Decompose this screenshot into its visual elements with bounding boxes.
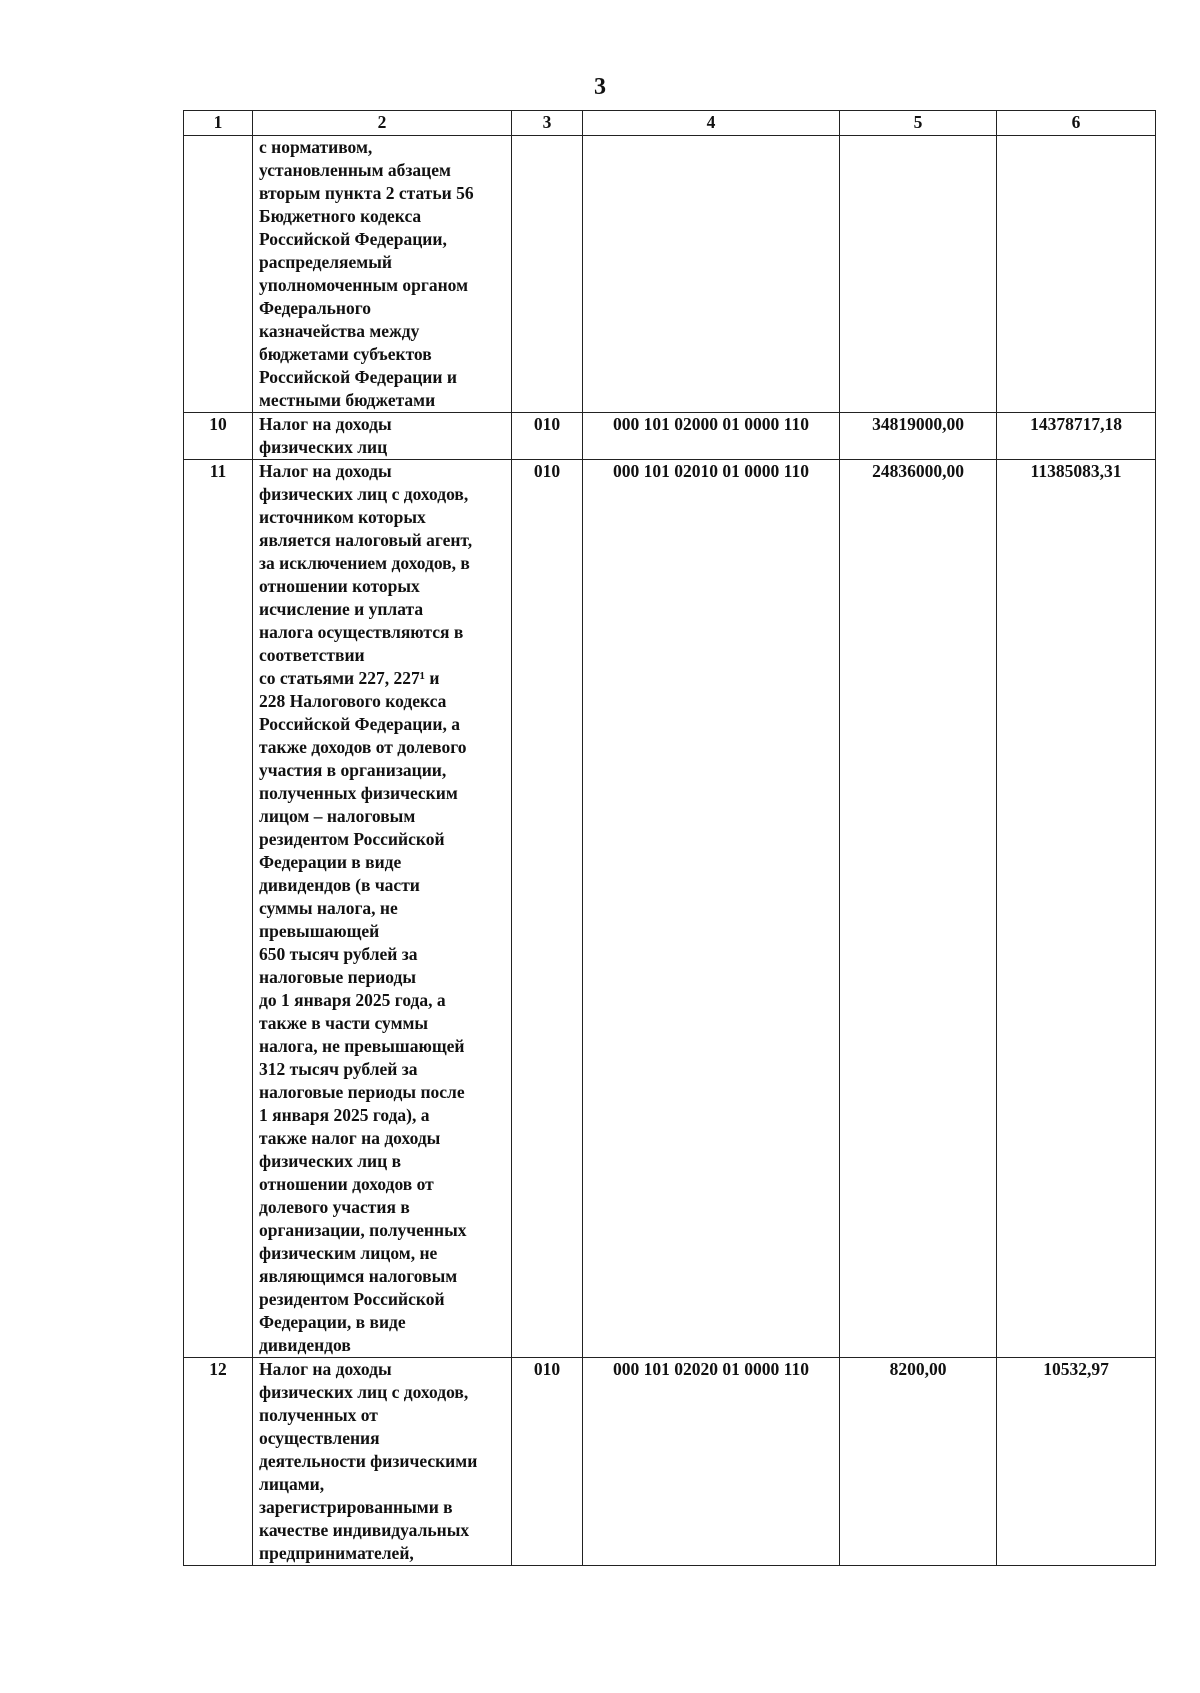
row-kbk-cell: [583, 136, 840, 413]
column-header-5: 5: [840, 111, 997, 136]
row-name-line: Российской Федерации,: [259, 229, 447, 249]
row-name-line: Российской Федерации и: [259, 367, 457, 387]
row-name-line: 1 января 2025 года), а: [259, 1105, 430, 1125]
row-code-cell: 010: [512, 1358, 583, 1566]
row-name-line: предпринимателей,: [259, 1543, 414, 1563]
row-number-cell: [184, 136, 253, 413]
row-name-line: Федерального: [259, 298, 371, 318]
column-header-3: 3: [512, 111, 583, 136]
row-name-line: отношении доходов от: [259, 1174, 434, 1194]
table-row: [184, 136, 1156, 413]
page-number: 3: [594, 74, 606, 100]
row-name-line: дивидендов: [259, 1335, 351, 1355]
column-number-row: [184, 111, 1156, 136]
row-name-line: Федерации в виде: [259, 852, 402, 872]
row-name-line: со статьями 227, 227¹ и: [259, 668, 440, 688]
row-name-line: Налог на доходы: [259, 1359, 392, 1379]
row-name-line: резидентом Российской: [259, 1289, 445, 1309]
row-name-line: до 1 января 2025 года, а: [259, 990, 446, 1010]
table-row: [184, 460, 1156, 1358]
row-actual-cell: 11385083,31: [997, 460, 1156, 1358]
row-name-line: участия в организации,: [259, 760, 447, 780]
row-number-cell: 10: [184, 413, 253, 460]
row-name-line: Федерации, в виде: [259, 1312, 406, 1332]
row-kbk-cell: 000 101 02010 01 0000 110: [583, 460, 840, 1358]
row-actual-cell: 10532,97: [997, 1358, 1156, 1566]
row-actual-cell: [997, 136, 1156, 413]
row-kbk-cell: 000 101 02000 01 0000 110: [583, 413, 840, 460]
row-name-line: 312 тысяч рублей за: [259, 1059, 418, 1079]
row-name-line: 228 Налогового кодекса: [259, 691, 447, 711]
row-name-line: казначейства между: [259, 321, 420, 341]
row-name-line: Бюджетного кодекса: [259, 206, 422, 226]
row-name-line: является налоговый агент,: [259, 530, 473, 550]
row-code-cell: 010: [512, 460, 583, 1358]
row-name-line: физическим лицом, не: [259, 1243, 438, 1263]
table-row: [184, 1358, 1156, 1566]
row-name-line: резидентом Российской: [259, 829, 445, 849]
row-name-line: Налог на доходы: [259, 461, 392, 481]
row-name-line: деятельности физическими: [259, 1451, 478, 1471]
row-name-line: физических лиц с доходов,: [259, 1382, 469, 1402]
row-name-line: зарегистрированными в: [259, 1497, 453, 1517]
row-name-line: также в части суммы: [259, 1013, 429, 1033]
row-name-line: уполномоченным органом: [259, 275, 469, 295]
row-name-line: источником которых: [259, 507, 426, 527]
row-name-line: местными бюджетами: [259, 390, 436, 410]
row-name-line: установленным абзацем: [259, 160, 451, 180]
row-name-line: налога, не превышающей: [259, 1036, 465, 1056]
row-name-line: организации, полученных: [259, 1220, 467, 1240]
row-name-line: отношении которых: [259, 576, 420, 596]
row-name-line: полученных физическим: [259, 783, 458, 803]
row-name-line: физических лиц в: [259, 1151, 402, 1171]
row-plan-cell: 8200,00: [840, 1358, 997, 1566]
table-body: [184, 136, 1156, 1566]
column-header-1: 1: [184, 111, 253, 136]
row-name-line: бюджетами субъектов: [259, 344, 432, 364]
row-name-line: за исключением доходов, в: [259, 553, 470, 573]
column-header-4: 4: [583, 111, 840, 136]
row-name-line: превышающей: [259, 921, 380, 941]
row-name-line: налога осуществляются в: [259, 622, 464, 642]
row-code-cell: [512, 136, 583, 413]
row-name-line: исчисление и уплата: [259, 599, 424, 619]
row-code-cell: 010: [512, 413, 583, 460]
row-name-line: также налог на доходы: [259, 1128, 441, 1148]
row-plan-cell: 34819000,00: [840, 413, 997, 460]
row-plan-cell: [840, 136, 997, 413]
row-name-line: дивидендов (в части: [259, 875, 420, 895]
row-name-line: лицом – налоговым: [259, 806, 416, 826]
column-header-2: 2: [253, 111, 512, 136]
row-name-line: физических лиц: [259, 437, 388, 457]
row-name-cell: [253, 1358, 512, 1566]
row-number-cell: 11: [184, 460, 253, 1358]
row-kbk-cell: 000 101 02020 01 0000 110: [583, 1358, 840, 1566]
row-name-cell: [253, 460, 512, 1358]
column-header-6: 6: [997, 111, 1156, 136]
table-row: [184, 413, 1156, 460]
row-name-line: осуществления: [259, 1428, 380, 1448]
row-name-line: налоговые периоды после: [259, 1082, 465, 1102]
row-name-line: Российской Федерации, а: [259, 714, 460, 734]
row-name-line: соответствии: [259, 645, 365, 665]
row-name-line: физических лиц с доходов,: [259, 484, 469, 504]
row-name-line: качестве индивидуальных: [259, 1520, 470, 1540]
row-actual-cell: 14378717,18: [997, 413, 1156, 460]
row-name-cell: [253, 136, 512, 413]
row-name-line: с нормативом,: [259, 137, 373, 157]
row-name-line: налоговые периоды: [259, 967, 417, 987]
row-name-line: полученных от: [259, 1405, 378, 1425]
row-name-line: суммы налога, не: [259, 898, 398, 918]
row-name-line: Налог на доходы: [259, 414, 392, 434]
row-plan-cell: 24836000,00: [840, 460, 997, 1358]
row-name-line: также доходов от долевого: [259, 737, 467, 757]
row-name-line: лицами,: [259, 1474, 325, 1494]
row-name-line: распределяемый: [259, 252, 392, 272]
row-name-line: являющимся налоговым: [259, 1266, 458, 1286]
budget-table: [183, 110, 1156, 1566]
row-number-cell: 12: [184, 1358, 253, 1566]
row-name-cell: [253, 413, 512, 460]
row-name-line: 650 тысяч рублей за: [259, 944, 418, 964]
row-name-line: вторым пункта 2 статьи 56: [259, 183, 474, 203]
row-name-line: долевого участия в: [259, 1197, 410, 1217]
